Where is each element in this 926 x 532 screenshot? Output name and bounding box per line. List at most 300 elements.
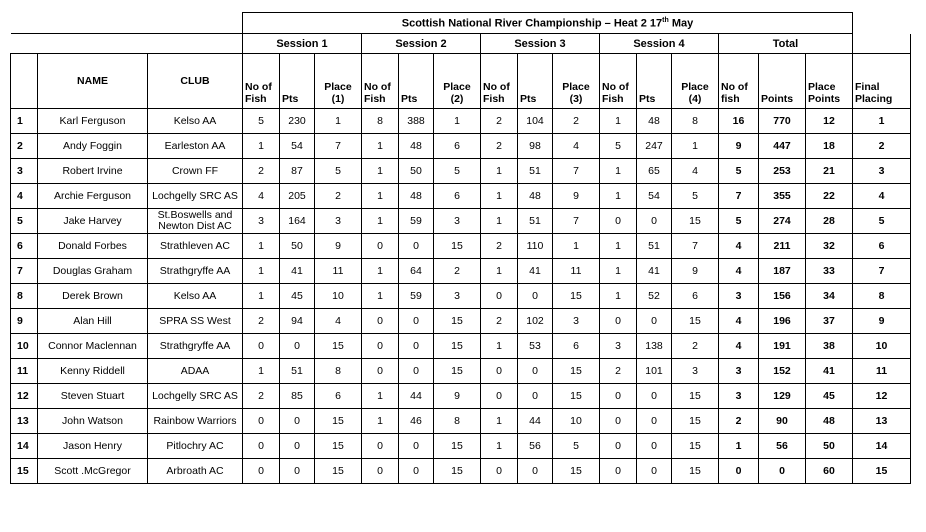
cell-final-placing: 14	[853, 434, 911, 459]
cell-club: Arbroath AC	[148, 459, 243, 484]
cell-place-points: 12	[806, 109, 853, 134]
cell-rank: 8	[11, 284, 38, 309]
header-rank	[11, 54, 38, 109]
cell-pts-4: 51	[637, 234, 672, 259]
cell-fish-2: 1	[362, 209, 399, 234]
cell-pts-1: 85	[280, 384, 315, 409]
cell-fish-total: 5	[719, 209, 759, 234]
cell-place-3: 4	[553, 134, 600, 159]
cell-pts-1: 41	[280, 259, 315, 284]
table-row	[11, 234, 911, 259]
cell-place-points: 22	[806, 184, 853, 209]
cell-pts-2: 0	[399, 334, 434, 359]
cell-place-3: 2	[553, 109, 600, 134]
cell-pts-3: 41	[518, 259, 553, 284]
cell-place-3: 3	[553, 309, 600, 334]
cell-fish-4: 5	[600, 134, 637, 159]
cell-fish-total: 3	[719, 359, 759, 384]
cell-name: Archie Ferguson	[38, 184, 148, 209]
cell-club: Strathgryffe AA	[148, 334, 243, 359]
cell-fish-4: 0	[600, 459, 637, 484]
cell-place-4: 2	[672, 334, 719, 359]
table-row	[11, 384, 911, 409]
cell-rank: 3	[11, 159, 38, 184]
header-place-3: Place (3)	[553, 54, 600, 109]
header-fish-2: No of Fish	[362, 54, 399, 109]
cell-fish-total: 9	[719, 134, 759, 159]
cell-fish-2: 0	[362, 309, 399, 334]
cell-fish-1: 0	[243, 409, 280, 434]
cell-fish-total: 3	[719, 384, 759, 409]
cell-fish-1: 1	[243, 134, 280, 159]
header-fish-1: No of Fish	[243, 54, 280, 109]
table-row	[11, 409, 911, 434]
table-row	[11, 259, 911, 284]
cell-pts-2: 0	[399, 359, 434, 384]
cell-fish-2: 1	[362, 184, 399, 209]
cell-final-placing: 3	[853, 159, 911, 184]
cell-place-points: 21	[806, 159, 853, 184]
cell-fish-4: 0	[600, 409, 637, 434]
cell-fish-total: 3	[719, 284, 759, 309]
cell-pts-2: 48	[399, 134, 434, 159]
cell-pts-3: 53	[518, 334, 553, 359]
cell-fish-total: 4	[719, 234, 759, 259]
cell-name: John Watson	[38, 409, 148, 434]
cell-points: 156	[759, 284, 806, 309]
cell-pts-3: 102	[518, 309, 553, 334]
table-row	[11, 459, 911, 484]
cell-place-1: 9	[315, 234, 362, 259]
cell-pts-2: 64	[399, 259, 434, 284]
cell-pts-1: 94	[280, 309, 315, 334]
cell-place-4: 5	[672, 184, 719, 209]
cell-rank: 14	[11, 434, 38, 459]
cell-place-4: 7	[672, 234, 719, 259]
header-pts-3: Pts	[518, 54, 553, 109]
cell-pts-4: 0	[637, 434, 672, 459]
header-place-1: Place (1)	[315, 54, 362, 109]
table-row	[11, 359, 911, 384]
cell-fish-3: 1	[481, 184, 518, 209]
table-row	[11, 284, 911, 309]
cell-fish-2: 8	[362, 109, 399, 134]
cell-pts-4: 48	[637, 109, 672, 134]
cell-name: Karl Ferguson	[38, 109, 148, 134]
cell-place-3: 15	[553, 384, 600, 409]
cell-place-points: 33	[806, 259, 853, 284]
blank-corner	[11, 13, 243, 34]
cell-final-placing: 1	[853, 109, 911, 134]
cell-fish-total: 5	[719, 159, 759, 184]
cell-rank: 12	[11, 384, 38, 409]
cell-fish-4: 1	[600, 234, 637, 259]
cell-place-1: 15	[315, 434, 362, 459]
cell-place-3: 15	[553, 459, 600, 484]
cell-place-3: 6	[553, 334, 600, 359]
cell-name: Jason Henry	[38, 434, 148, 459]
cell-fish-3: 1	[481, 209, 518, 234]
cell-pts-4: 247	[637, 134, 672, 159]
cell-name: Douglas Graham	[38, 259, 148, 284]
cell-fish-3: 1	[481, 259, 518, 284]
cell-final-placing: 8	[853, 284, 911, 309]
cell-fish-3: 2	[481, 109, 518, 134]
cell-points: 90	[759, 409, 806, 434]
cell-fish-1: 1	[243, 359, 280, 384]
cell-fish-1: 5	[243, 109, 280, 134]
cell-place-4: 15	[672, 309, 719, 334]
blank-title-right	[853, 13, 911, 34]
results-body	[11, 109, 911, 484]
cell-place-4: 1	[672, 134, 719, 159]
cell-pts-2: 0	[399, 434, 434, 459]
cell-place-2: 15	[434, 309, 481, 334]
cell-final-placing: 15	[853, 459, 911, 484]
cell-place-4: 15	[672, 409, 719, 434]
cell-fish-4: 1	[600, 259, 637, 284]
cell-pts-3: 98	[518, 134, 553, 159]
cell-place-2: 15	[434, 359, 481, 384]
cell-place-1: 8	[315, 359, 362, 384]
header-points: Points	[759, 54, 806, 109]
cell-pts-1: 87	[280, 159, 315, 184]
cell-place-4: 3	[672, 359, 719, 384]
cell-final-placing: 9	[853, 309, 911, 334]
table-row	[11, 209, 911, 234]
cell-fish-4: 0	[600, 209, 637, 234]
cell-place-3: 15	[553, 359, 600, 384]
cell-points: 129	[759, 384, 806, 409]
cell-fish-1: 0	[243, 459, 280, 484]
cell-pts-4: 0	[637, 309, 672, 334]
cell-fish-1: 0	[243, 434, 280, 459]
header-pts-1: Pts	[280, 54, 315, 109]
cell-final-placing: 4	[853, 184, 911, 209]
cell-place-4: 6	[672, 284, 719, 309]
cell-fish-4: 1	[600, 109, 637, 134]
cell-fish-2: 0	[362, 234, 399, 259]
header-fish-3: No of Fish	[481, 54, 518, 109]
cell-club: Earleston AA	[148, 134, 243, 159]
cell-place-3: 11	[553, 259, 600, 284]
cell-name: Andy Foggin	[38, 134, 148, 159]
cell-name: Donald Forbes	[38, 234, 148, 259]
cell-club: Kelso AA	[148, 284, 243, 309]
cell-points: 191	[759, 334, 806, 359]
cell-rank: 15	[11, 459, 38, 484]
cell-fish-4: 0	[600, 309, 637, 334]
cell-fish-total: 2	[719, 409, 759, 434]
cell-fish-3: 0	[481, 459, 518, 484]
cell-pts-1: 0	[280, 459, 315, 484]
cell-place-points: 50	[806, 434, 853, 459]
cell-rank: 1	[11, 109, 38, 134]
cell-pts-3: 0	[518, 359, 553, 384]
cell-pts-4: 138	[637, 334, 672, 359]
cell-rank: 10	[11, 334, 38, 359]
cell-points: 56	[759, 434, 806, 459]
cell-pts-4: 101	[637, 359, 672, 384]
header-name: NAME	[38, 54, 148, 109]
cell-fish-3: 0	[481, 384, 518, 409]
cell-place-1: 5	[315, 159, 362, 184]
title-end: May	[668, 17, 694, 30]
cell-fish-3: 0	[481, 359, 518, 384]
cell-place-1: 2	[315, 184, 362, 209]
cell-club: Rainbow Warriors	[148, 409, 243, 434]
cell-pts-1: 54	[280, 134, 315, 159]
cell-fish-1: 1	[243, 234, 280, 259]
cell-fish-2: 0	[362, 434, 399, 459]
cell-pts-2: 48	[399, 184, 434, 209]
cell-club: Crown FF	[148, 159, 243, 184]
cell-name: Steven Stuart	[38, 384, 148, 409]
cell-rank: 4	[11, 184, 38, 209]
header-final-placing: Final Placing	[853, 54, 911, 109]
cell-rank: 13	[11, 409, 38, 434]
cell-final-placing: 2	[853, 134, 911, 159]
cell-pts-3: 0	[518, 384, 553, 409]
cell-place-points: 34	[806, 284, 853, 309]
cell-place-4: 15	[672, 459, 719, 484]
cell-fish-3: 1	[481, 434, 518, 459]
cell-place-3: 5	[553, 434, 600, 459]
cell-place-points: 37	[806, 309, 853, 334]
cell-place-points: 18	[806, 134, 853, 159]
cell-fish-1: 3	[243, 209, 280, 234]
cell-place-2: 15	[434, 334, 481, 359]
cell-place-points: 45	[806, 384, 853, 409]
cell-name: Scott .McGregor	[38, 459, 148, 484]
cell-fish-2: 1	[362, 409, 399, 434]
cell-place-4: 9	[672, 259, 719, 284]
cell-pts-1: 51	[280, 359, 315, 384]
cell-fish-1: 1	[243, 284, 280, 309]
cell-fish-2: 1	[362, 159, 399, 184]
cell-place-points: 41	[806, 359, 853, 384]
cell-place-2: 15	[434, 234, 481, 259]
cell-pts-2: 0	[399, 234, 434, 259]
cell-fish-total: 4	[719, 259, 759, 284]
cell-place-2: 8	[434, 409, 481, 434]
session-4-header: Session 4	[600, 34, 719, 54]
cell-club: ADAA	[148, 359, 243, 384]
blank-session-left	[11, 34, 243, 54]
cell-pts-4: 0	[637, 459, 672, 484]
cell-points: 0	[759, 459, 806, 484]
cell-place-points: 38	[806, 334, 853, 359]
cell-place-1: 1	[315, 109, 362, 134]
cell-fish-3: 1	[481, 159, 518, 184]
cell-place-2: 3	[434, 284, 481, 309]
cell-fish-2: 1	[362, 284, 399, 309]
cell-points: 196	[759, 309, 806, 334]
cell-rank: 5	[11, 209, 38, 234]
cell-place-1: 15	[315, 409, 362, 434]
cell-place-1: 7	[315, 134, 362, 159]
cell-fish-4: 0	[600, 434, 637, 459]
cell-place-1: 15	[315, 334, 362, 359]
cell-club: Strathleven AC	[148, 234, 243, 259]
cell-pts-3: 110	[518, 234, 553, 259]
cell-place-2: 2	[434, 259, 481, 284]
cell-pts-4: 52	[637, 284, 672, 309]
cell-place-1: 15	[315, 459, 362, 484]
cell-fish-4: 1	[600, 284, 637, 309]
cell-pts-4: 54	[637, 184, 672, 209]
session-3-header: Session 3	[481, 34, 600, 54]
cell-name: Alan Hill	[38, 309, 148, 334]
cell-club: St.Boswells and Newton Dist AC	[148, 209, 243, 234]
cell-rank: 11	[11, 359, 38, 384]
cell-place-3: 10	[553, 409, 600, 434]
cell-pts-2: 44	[399, 384, 434, 409]
cell-pts-3: 51	[518, 159, 553, 184]
cell-place-1: 4	[315, 309, 362, 334]
cell-name: Robert Irvine	[38, 159, 148, 184]
cell-pts-4: 0	[637, 384, 672, 409]
cell-final-placing: 10	[853, 334, 911, 359]
cell-fish-4: 1	[600, 184, 637, 209]
cell-fish-3: 2	[481, 234, 518, 259]
cell-points: 447	[759, 134, 806, 159]
header-place-2: Place (2)	[434, 54, 481, 109]
cell-place-4: 15	[672, 434, 719, 459]
cell-fish-total: 16	[719, 109, 759, 134]
cell-name: Derek Brown	[38, 284, 148, 309]
cell-fish-1: 2	[243, 384, 280, 409]
cell-points: 211	[759, 234, 806, 259]
cell-final-placing: 12	[853, 384, 911, 409]
cell-fish-2: 1	[362, 384, 399, 409]
cell-name: Connor Maclennan	[38, 334, 148, 359]
cell-place-points: 60	[806, 459, 853, 484]
cell-place-4: 4	[672, 159, 719, 184]
cell-place-2: 6	[434, 134, 481, 159]
cell-place-2: 15	[434, 434, 481, 459]
cell-fish-total: 4	[719, 309, 759, 334]
header-fish-total: No of fish	[719, 54, 759, 109]
cell-rank: 7	[11, 259, 38, 284]
cell-pts-1: 205	[280, 184, 315, 209]
cell-pts-1: 50	[280, 234, 315, 259]
cell-fish-2: 1	[362, 134, 399, 159]
cell-points: 187	[759, 259, 806, 284]
results-table	[10, 12, 911, 484]
cell-place-points: 32	[806, 234, 853, 259]
session-1-header: Session 1	[243, 34, 362, 54]
cell-pts-3: 104	[518, 109, 553, 134]
cell-fish-3: 2	[481, 134, 518, 159]
cell-place-3: 15	[553, 284, 600, 309]
cell-fish-2: 0	[362, 459, 399, 484]
cell-pts-1: 0	[280, 334, 315, 359]
cell-rank: 2	[11, 134, 38, 159]
cell-fish-2: 0	[362, 359, 399, 384]
cell-pts-4: 0	[637, 209, 672, 234]
total-header: Total	[719, 34, 853, 54]
blank-session-right	[853, 34, 911, 54]
cell-fish-total: 7	[719, 184, 759, 209]
cell-place-3: 7	[553, 209, 600, 234]
cell-pts-3: 0	[518, 284, 553, 309]
cell-club: SPRA SS West	[148, 309, 243, 334]
cell-place-1: 11	[315, 259, 362, 284]
cell-pts-2: 46	[399, 409, 434, 434]
cell-place-3: 9	[553, 184, 600, 209]
cell-pts-1: 0	[280, 434, 315, 459]
table-row	[11, 184, 911, 209]
cell-place-2: 3	[434, 209, 481, 234]
table-row	[11, 434, 911, 459]
cell-final-placing: 7	[853, 259, 911, 284]
cell-club: Pitlochry AC	[148, 434, 243, 459]
table-row	[11, 134, 911, 159]
cell-club: Strathgryffe AA	[148, 259, 243, 284]
header-pts-2: Pts	[399, 54, 434, 109]
cell-fish-2: 0	[362, 334, 399, 359]
cell-place-points: 28	[806, 209, 853, 234]
cell-place-2: 9	[434, 384, 481, 409]
header-place-4: Place (4)	[672, 54, 719, 109]
cell-final-placing: 6	[853, 234, 911, 259]
cell-place-2: 1	[434, 109, 481, 134]
cell-fish-1: 4	[243, 184, 280, 209]
table-row	[11, 109, 911, 134]
cell-fish-1: 0	[243, 334, 280, 359]
cell-points: 253	[759, 159, 806, 184]
cell-pts-2: 0	[399, 459, 434, 484]
cell-fish-4: 3	[600, 334, 637, 359]
cell-place-1: 3	[315, 209, 362, 234]
cell-final-placing: 5	[853, 209, 911, 234]
cell-fish-total: 4	[719, 334, 759, 359]
cell-place-points: 48	[806, 409, 853, 434]
table-row	[11, 309, 911, 334]
cell-fish-2: 1	[362, 259, 399, 284]
cell-place-4: 8	[672, 109, 719, 134]
cell-club: Kelso AA	[148, 109, 243, 134]
cell-name: Jake Harvey	[38, 209, 148, 234]
cell-place-3: 1	[553, 234, 600, 259]
cell-name: Kenny Riddell	[38, 359, 148, 384]
cell-pts-2: 0	[399, 309, 434, 334]
cell-points: 770	[759, 109, 806, 134]
title-text: Scottish National River Championship – Heat 2 17	[401, 17, 663, 30]
cell-club: Lochgelly SRC AS	[148, 184, 243, 209]
cell-fish-4: 2	[600, 359, 637, 384]
cell-pts-1: 164	[280, 209, 315, 234]
cell-place-2: 15	[434, 459, 481, 484]
header-club: CLUB	[148, 54, 243, 109]
title-suffix: th	[662, 16, 669, 24]
cell-pts-4: 0	[637, 409, 672, 434]
header-fish-4: No of Fish	[600, 54, 637, 109]
cell-club: Lochgelly SRC AS	[148, 384, 243, 409]
table-row	[11, 334, 911, 359]
cell-pts-2: 50	[399, 159, 434, 184]
table-row	[11, 159, 911, 184]
cell-place-3: 7	[553, 159, 600, 184]
cell-place-2: 6	[434, 184, 481, 209]
cell-place-4: 15	[672, 209, 719, 234]
header-place-points: Place Points	[806, 54, 853, 109]
cell-pts-1: 0	[280, 409, 315, 434]
cell-fish-3: 2	[481, 309, 518, 334]
header-pts-4: Pts	[637, 54, 672, 109]
cell-fish-total: 1	[719, 434, 759, 459]
